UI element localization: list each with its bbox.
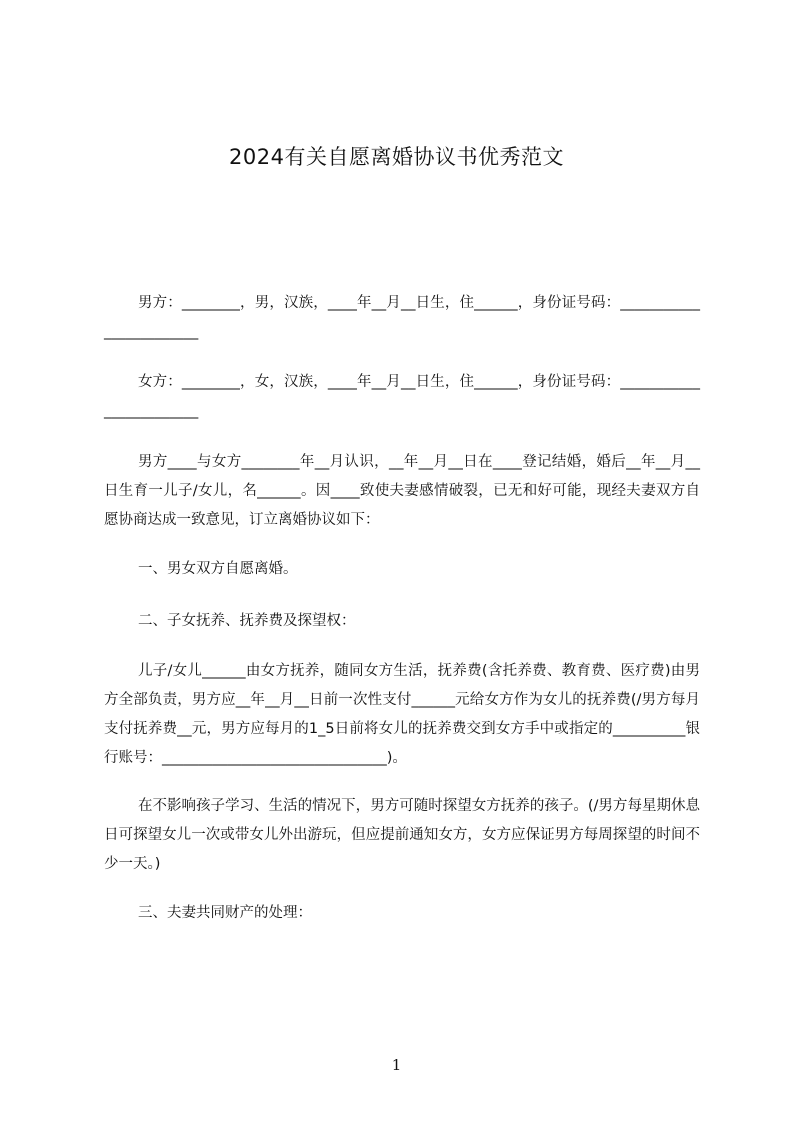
paragraph-male-party: 男方：________，男，汉族，____年__月__日生，住______，身份证号码：________________________ [104, 295, 700, 340]
clause-three-heading: 三、夫妻共同财产的处理： [138, 905, 312, 921]
page-number: 1 [391, 1056, 402, 1074]
paragraph-visitation: 在不影响孩子学习、生活的情况下，男方可随时探望女方抚养的孩子。(/男方每星期休息日可探望女儿一次或带女儿外出游玩，但应提前通知女方，女方应保证男方每周探望的时间不少一天。) [104, 798, 700, 872]
document-title: 2024有关自愿离婚协议书优秀范文 [229, 145, 564, 169]
clause-one-voluntary-divorce: 一、男女双方自愿离婚。 [138, 561, 298, 577]
paragraph-marriage-background: 男方____与女方________年__月认识，__年__月__日在____登记结婚，婚后__年__月__日生育一儿子/女儿，名______。因____致使夫妻感情破裂，已无和好可能，现经夫妻双方自愿协商达成一致意见，订立离婚协议如下： [104, 454, 700, 528]
paragraph-child-custody: 儿子/女儿______由女方抚养，随同女方生活，抚养费(含托养费、教育费、医疗费)由男方全部负责，男方应__年__月__日前一次性支付______元给女方作为女儿的抚养费(/男方每月支付抚养费__元，男方应每月的1_5日前将女儿的抚养费交到女方手中或指定的__________银行账号：_______________________________)。 [104, 663, 700, 766]
paragraph-female-party: 女方：________，女，汉族，____年__月__日生，住______，身份证号码：________________________ [104, 374, 700, 419]
clause-two-heading: 二、子女抚养、抚养费及探望权： [138, 613, 356, 629]
